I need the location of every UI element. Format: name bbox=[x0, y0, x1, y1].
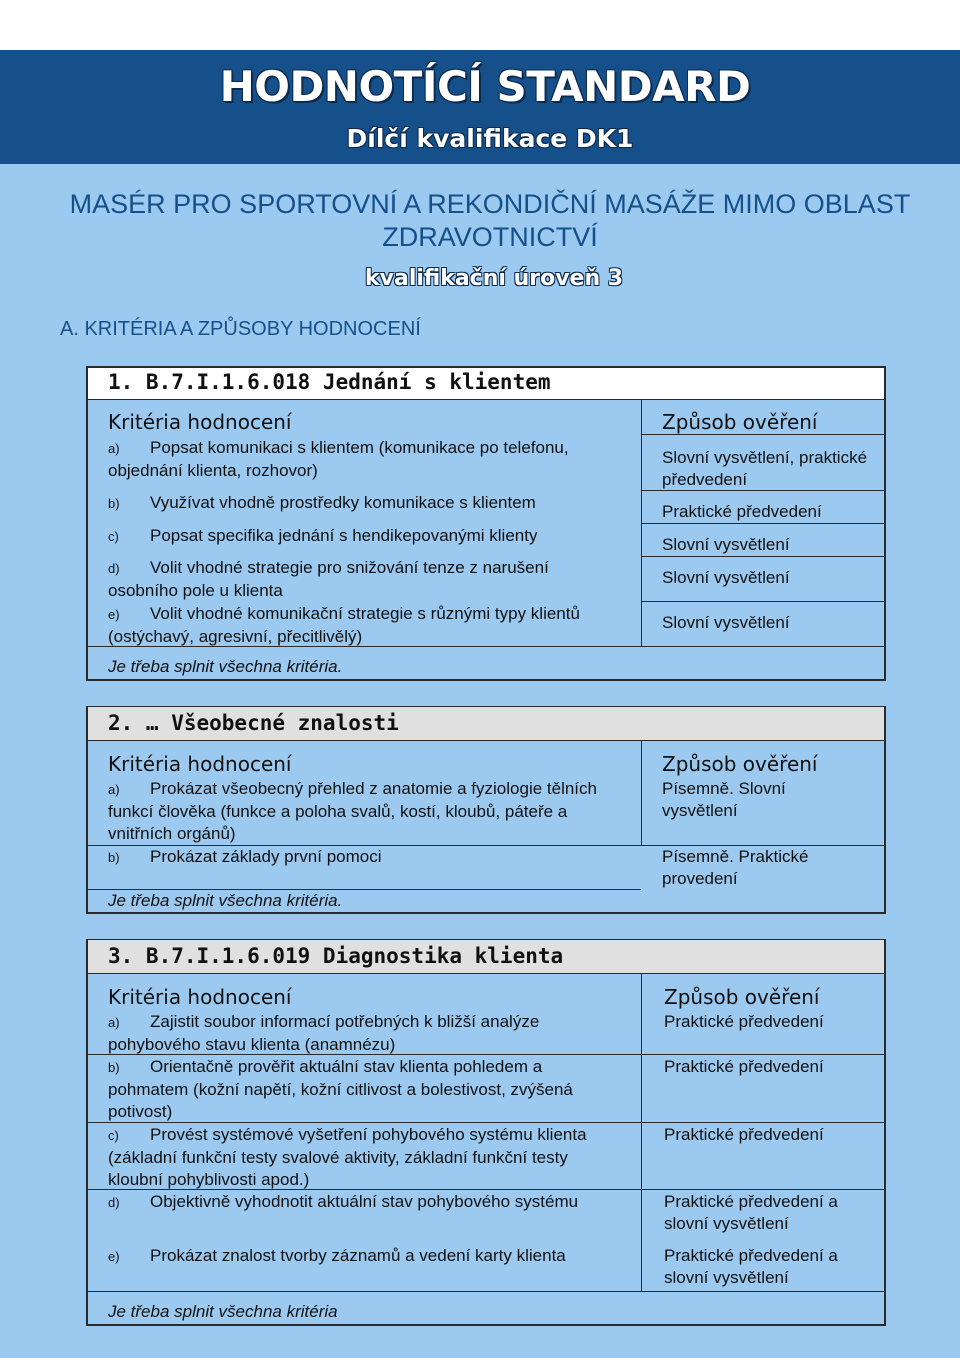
verification-method: Slovní vysvětlení bbox=[662, 568, 790, 587]
verification-method: Slovní vysvětlení, praktické předvedení bbox=[662, 448, 868, 489]
verification-method: Písemně. Praktické provedení bbox=[662, 847, 809, 888]
block-heading: 1. B.7.I.1.6.018 Jednání s klientem bbox=[108, 370, 551, 394]
criterion-item: d) Volit vhodné strategie pro snižování tenze z narušení osobního pole u klienta bbox=[108, 558, 549, 600]
verification-method: Praktické předvedení bbox=[664, 1125, 824, 1144]
criteria-column-header: Kritéria hodnocení bbox=[108, 985, 292, 1009]
method-column-header: Způsob ověření bbox=[662, 410, 818, 434]
document-title: HODNOTÍCÍ STANDARD bbox=[219, 62, 751, 111]
criterion-item: b) Využívat vhodně prostředky komunikace s klientem bbox=[108, 493, 536, 512]
document-subtitle: Dílčí kvalifikace DK1 bbox=[346, 124, 634, 153]
verification-method: Písemně. Slovní vysvětlení bbox=[662, 779, 786, 820]
criterion-item: e) Volit vhodné komunikační strategie s různými typy klientů (ostýchavý, agresivní, přecitlivělý) bbox=[108, 604, 580, 646]
criterion-item: c) Popsat specifika jednání s hendikepovanými klienty bbox=[108, 526, 538, 545]
block-heading: 2. … Všeobecné znalosti bbox=[108, 711, 399, 735]
criteria-block-2 bbox=[86, 706, 886, 914]
criterion-item: b) Prokázat základy první pomoci bbox=[108, 847, 382, 866]
section-heading: A. KRITÉRIA A ZPŮSOBY HODNOCENÍ bbox=[60, 318, 421, 340]
criterion-item: c) Provést systémové vyšetření pohybového systému klienta (základní funkční testy svalové aktivity, základní funkční testy kloubní pohyblivosti apod.) bbox=[108, 1125, 587, 1189]
verification-method: Praktické předvedení a slovní vysvětlení bbox=[664, 1246, 838, 1287]
verification-method: Slovní vysvětlení bbox=[662, 535, 790, 554]
criteria-block-1 bbox=[86, 366, 886, 681]
requirement-note: Je třeba splnit všechna kritéria. bbox=[108, 657, 343, 676]
method-column-header: Způsob ověření bbox=[662, 752, 818, 776]
top-margin bbox=[0, 0, 960, 50]
criterion-item: e) Prokázat znalost tvorby záznamů a vedení karty klienta bbox=[108, 1246, 566, 1265]
criterion-item: d) Objektivně vyhodnotit aktuální stav pohybového systému bbox=[108, 1192, 579, 1211]
criteria-block-3 bbox=[86, 939, 886, 1326]
criteria-column-header: Kritéria hodnocení bbox=[108, 410, 292, 434]
criterion-item: a) Zajistit soubor informací potřebných k bližší analýze pohybového stavu klienta (anamnézu) bbox=[108, 1012, 540, 1054]
criterion-item: a) Prokázat všeobecný přehled z anatomie a fyziologie tělních funkcí člověka (funkce a poloha svalů, kostí, kloubů, páteře a vnitřních orgánů) bbox=[108, 779, 597, 843]
verification-method: Praktické předvedení bbox=[662, 502, 822, 521]
qualification-title: MASÉR PRO SPORTOVNÍ A REKONDIČNÍ MASÁŽE MIMO OBLAST ZDRAVOTNICTVÍ bbox=[69, 189, 911, 252]
verification-method: Praktické předvedení bbox=[664, 1057, 824, 1076]
verification-method: Praktické předvedení a slovní vysvětlení bbox=[664, 1192, 838, 1233]
verification-method: Praktické předvedení bbox=[664, 1012, 824, 1031]
criterion-item: b) Orientačně prověřit aktuální stav klienta pohledem a pohmatem (kožní napětí, kožní citlivost a bolestivost, zvýšená potivost) bbox=[108, 1057, 573, 1121]
method-column-header: Způsob ověření bbox=[664, 985, 820, 1009]
requirement-note: Je třeba splnit všechna kritéria bbox=[108, 1302, 338, 1321]
criteria-column-header: Kritéria hodnocení bbox=[108, 752, 292, 776]
block-heading: 3. B.7.I.1.6.019 Diagnostika klienta bbox=[108, 944, 564, 968]
verification-method: Slovní vysvětlení bbox=[662, 613, 790, 632]
criterion-item: a) Popsat komunikaci s klientem (komunikace po telefonu, objednání klienta, rozhovor) bbox=[108, 438, 569, 480]
qualification-level: kvalifikační úroveň 3 bbox=[365, 266, 624, 291]
requirement-note: Je třeba splnit všechna kritéria. bbox=[108, 891, 343, 910]
